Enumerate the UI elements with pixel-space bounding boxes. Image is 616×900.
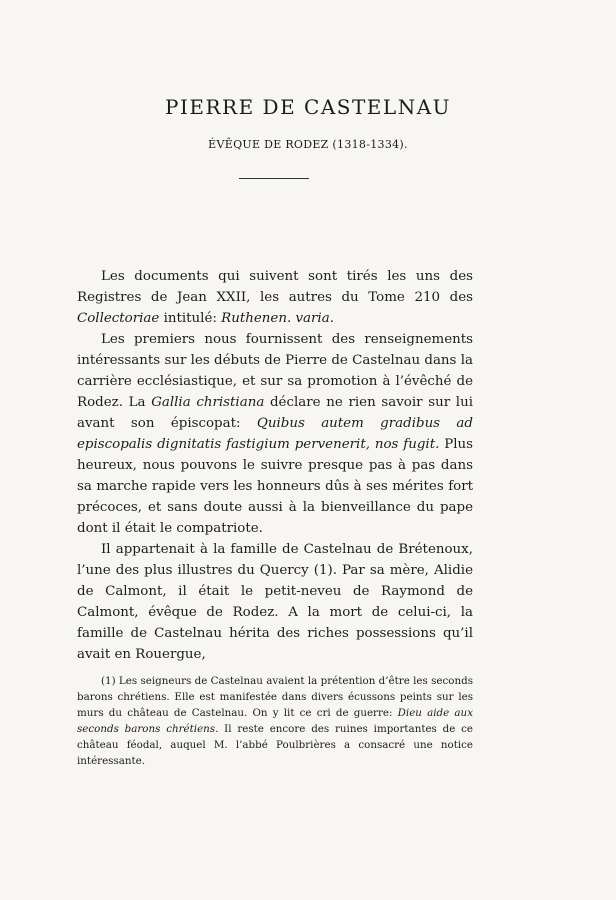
footnote-1: [77, 673, 473, 769]
page-title: PIERRE DE CASTELNAU: [165, 95, 451, 119]
paragraph-1-italic-ruthenen: Ruthenen. varia.: [221, 311, 334, 326]
paragraph-1-text-1: Les documents qui suivent sont tirés les uns des Registres de Jean XXII, les autres du Tome 210 des: [77, 269, 473, 305]
paragraph-1-italic-collectoriae: Collectoriae: [77, 311, 160, 326]
page-subtitle: ÉVÊQUE DE RODEZ (1318-1334).: [208, 138, 408, 151]
paragraph-2-text-2: déclare ne rien savoir sur lui avant son épiscopat:: [77, 395, 473, 431]
footnote-text-1: (1) Les seigneurs de Castelnau avaient la prétention d’être les seconds barons chrétiens. Elle est manifestée dans divers écussons peints sur les murs du château de Castelnau. On y lit ce cri de guerre:: [77, 675, 473, 719]
footnote-italic-battle-cry: Dieu aide aux seconds barons chrétiens.: [77, 707, 473, 735]
paragraph-3-text-1: Il appartenait à la famille de Castelnau de Brétenoux, l’une des plus illustres du Quercy (1). Par sa mère, Alidie de Calmont, il était le petit-neveu de Raymond de Calmont, évêque de Rodez. A la mort de celui-ci, la famille de Castelnau hérita des riches possessions qu’il avait en Rouergue,: [77, 542, 473, 662]
paragraph-3: [77, 539, 473, 665]
paragraph-2-italic-gallia: Gallia christiana: [151, 395, 265, 410]
paragraph-2: [77, 329, 473, 539]
paragraph-2-text-1: Les premiers nous fournissent des renseignements intéressants sur les débuts de Pierre de Castelnau dans la carrière ecclésiastique, et sur sa promotion à l’évêché de Rodez. La: [77, 332, 473, 410]
footnote: [77, 673, 473, 769]
body-text: [77, 266, 473, 665]
paragraph-2-italic-quote: Quibus autem gradibus ad episcopalis dignitatis fastigium pervenerit, nos fugit.: [77, 416, 473, 452]
paragraph-2-text-3: Plus heureux, nous pouvons le suivre presque pas à pas dans sa marche rapide vers les honneurs dûs à ses mérites fort précoces, et sans doute aussi à la bienveillance du pape dont il était le compatriote.: [77, 437, 474, 536]
footnote-text-2: Il reste encore des ruines importantes de ce château féodal, auquel M. l’abbé Poulbrières a consacré une notice intéressante.: [77, 723, 473, 767]
paragraph-1-text-2: intitulé:: [159, 311, 222, 326]
paragraph-1: [77, 266, 473, 329]
title-divider: [239, 178, 309, 179]
